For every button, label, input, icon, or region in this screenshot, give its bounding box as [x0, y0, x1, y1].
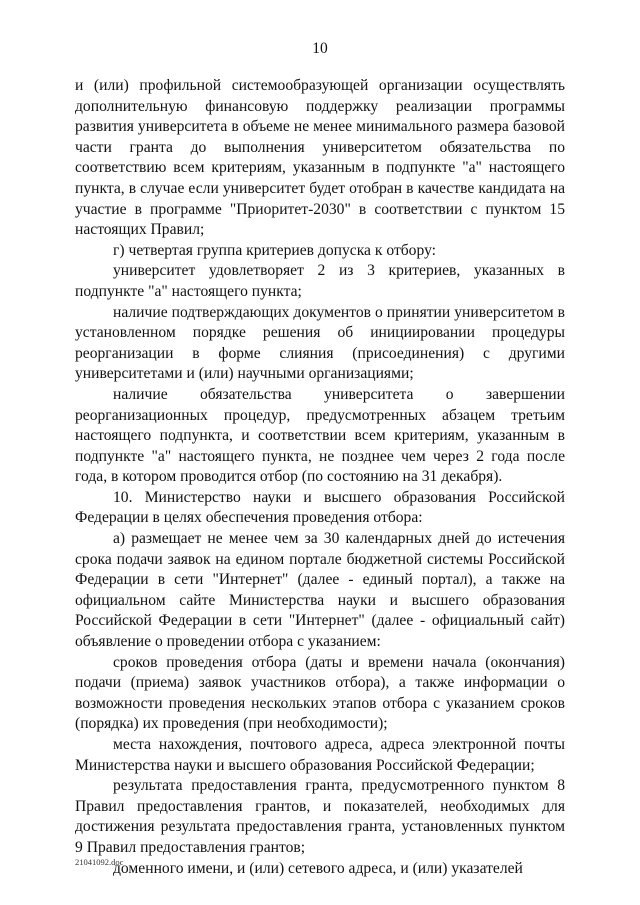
- document-paragraph: наличие подтверждающих документов о принятии университетом в установленном порядке решения об инициировании процедуры реорганизации в форме слияния (присоединения) с другими университетами и (или) научными организациями;: [75, 303, 565, 383]
- document-paragraph: наличие обязательства университета о завершении реорганизационных процедур, предусмотренных абзацем третьим настоящего подпункта, и соответствии всем критериям, указанным в подпункте "а" настоящего пункта, не позднее чем через 2 года после года, в котором проводится отбор (по состоянию на 31 декабря).: [75, 385, 565, 486]
- document-paragraph: результата предоставления гранта, предусмотренного пунктом 8 Правил предоставления грантов, и показателей, необходимых для достижения результата предоставления гранта, установленных пунктом 9 Правил предоставления грантов;: [75, 777, 565, 856]
- document-paragraph: места нахождения, почтового адреса, адреса электронной почты Министерства науки и высшего образования Российской Федерации;: [75, 736, 565, 774]
- document-paragraph: 10. Министерство науки и высшего образования Российской Федерации в целях обеспечения проведения отбора:: [75, 488, 565, 527]
- document-body: [75, 76, 565, 879]
- document-paragraph: университет удовлетворяет 2 из 3 критериев, указанных в подпункте "а" настоящего пункта;: [75, 262, 565, 300]
- document-paragraph: доменного имени, и (или) сетевого адреса, и (или) указателей: [113, 859, 523, 877]
- footer-filename: 21041092.doc: [75, 857, 124, 867]
- document-paragraph: г) четвертая группа критериев допуска к отбору:: [113, 241, 436, 259]
- document-paragraph: а) размещает не менее чем за 30 календарных дней до истечения срока подачи заявок на едином портале бюджетной системы Российской Федерации в сети "Интернет" (далее - единый портал), а также на официальном сайте Министерства науки и высшего образования Российской Федерации в сети "Интернет" (далее - официальный сайт) объявление о проведении отбора с указанием:: [75, 530, 565, 651]
- document-paragraph: и (или) профильной системообразующей организации осуществлять дополнительную финансовую поддержку реализации программы развития университета в объеме не менее минимального размера базовой части гранта до выполнения университетом обязательства по соответствию всем критериям, указанным в подпункте "а" настоящего пункта, в случае если университет будет отобран в качестве кандидата на участие в программе "Приоритет-2030" в соответствии с пунктом 15 настоящих Правил;: [75, 77, 565, 239]
- page-number: 10: [312, 40, 328, 57]
- document-paragraph: сроков проведения отбора (даты и времени начала (окончания) подачи (приема) заявок участников отбора), а также информации о возможности проведения нескольких этапов отбора с указанием сроков (порядка) их проведения (при необходимости);: [75, 653, 565, 733]
